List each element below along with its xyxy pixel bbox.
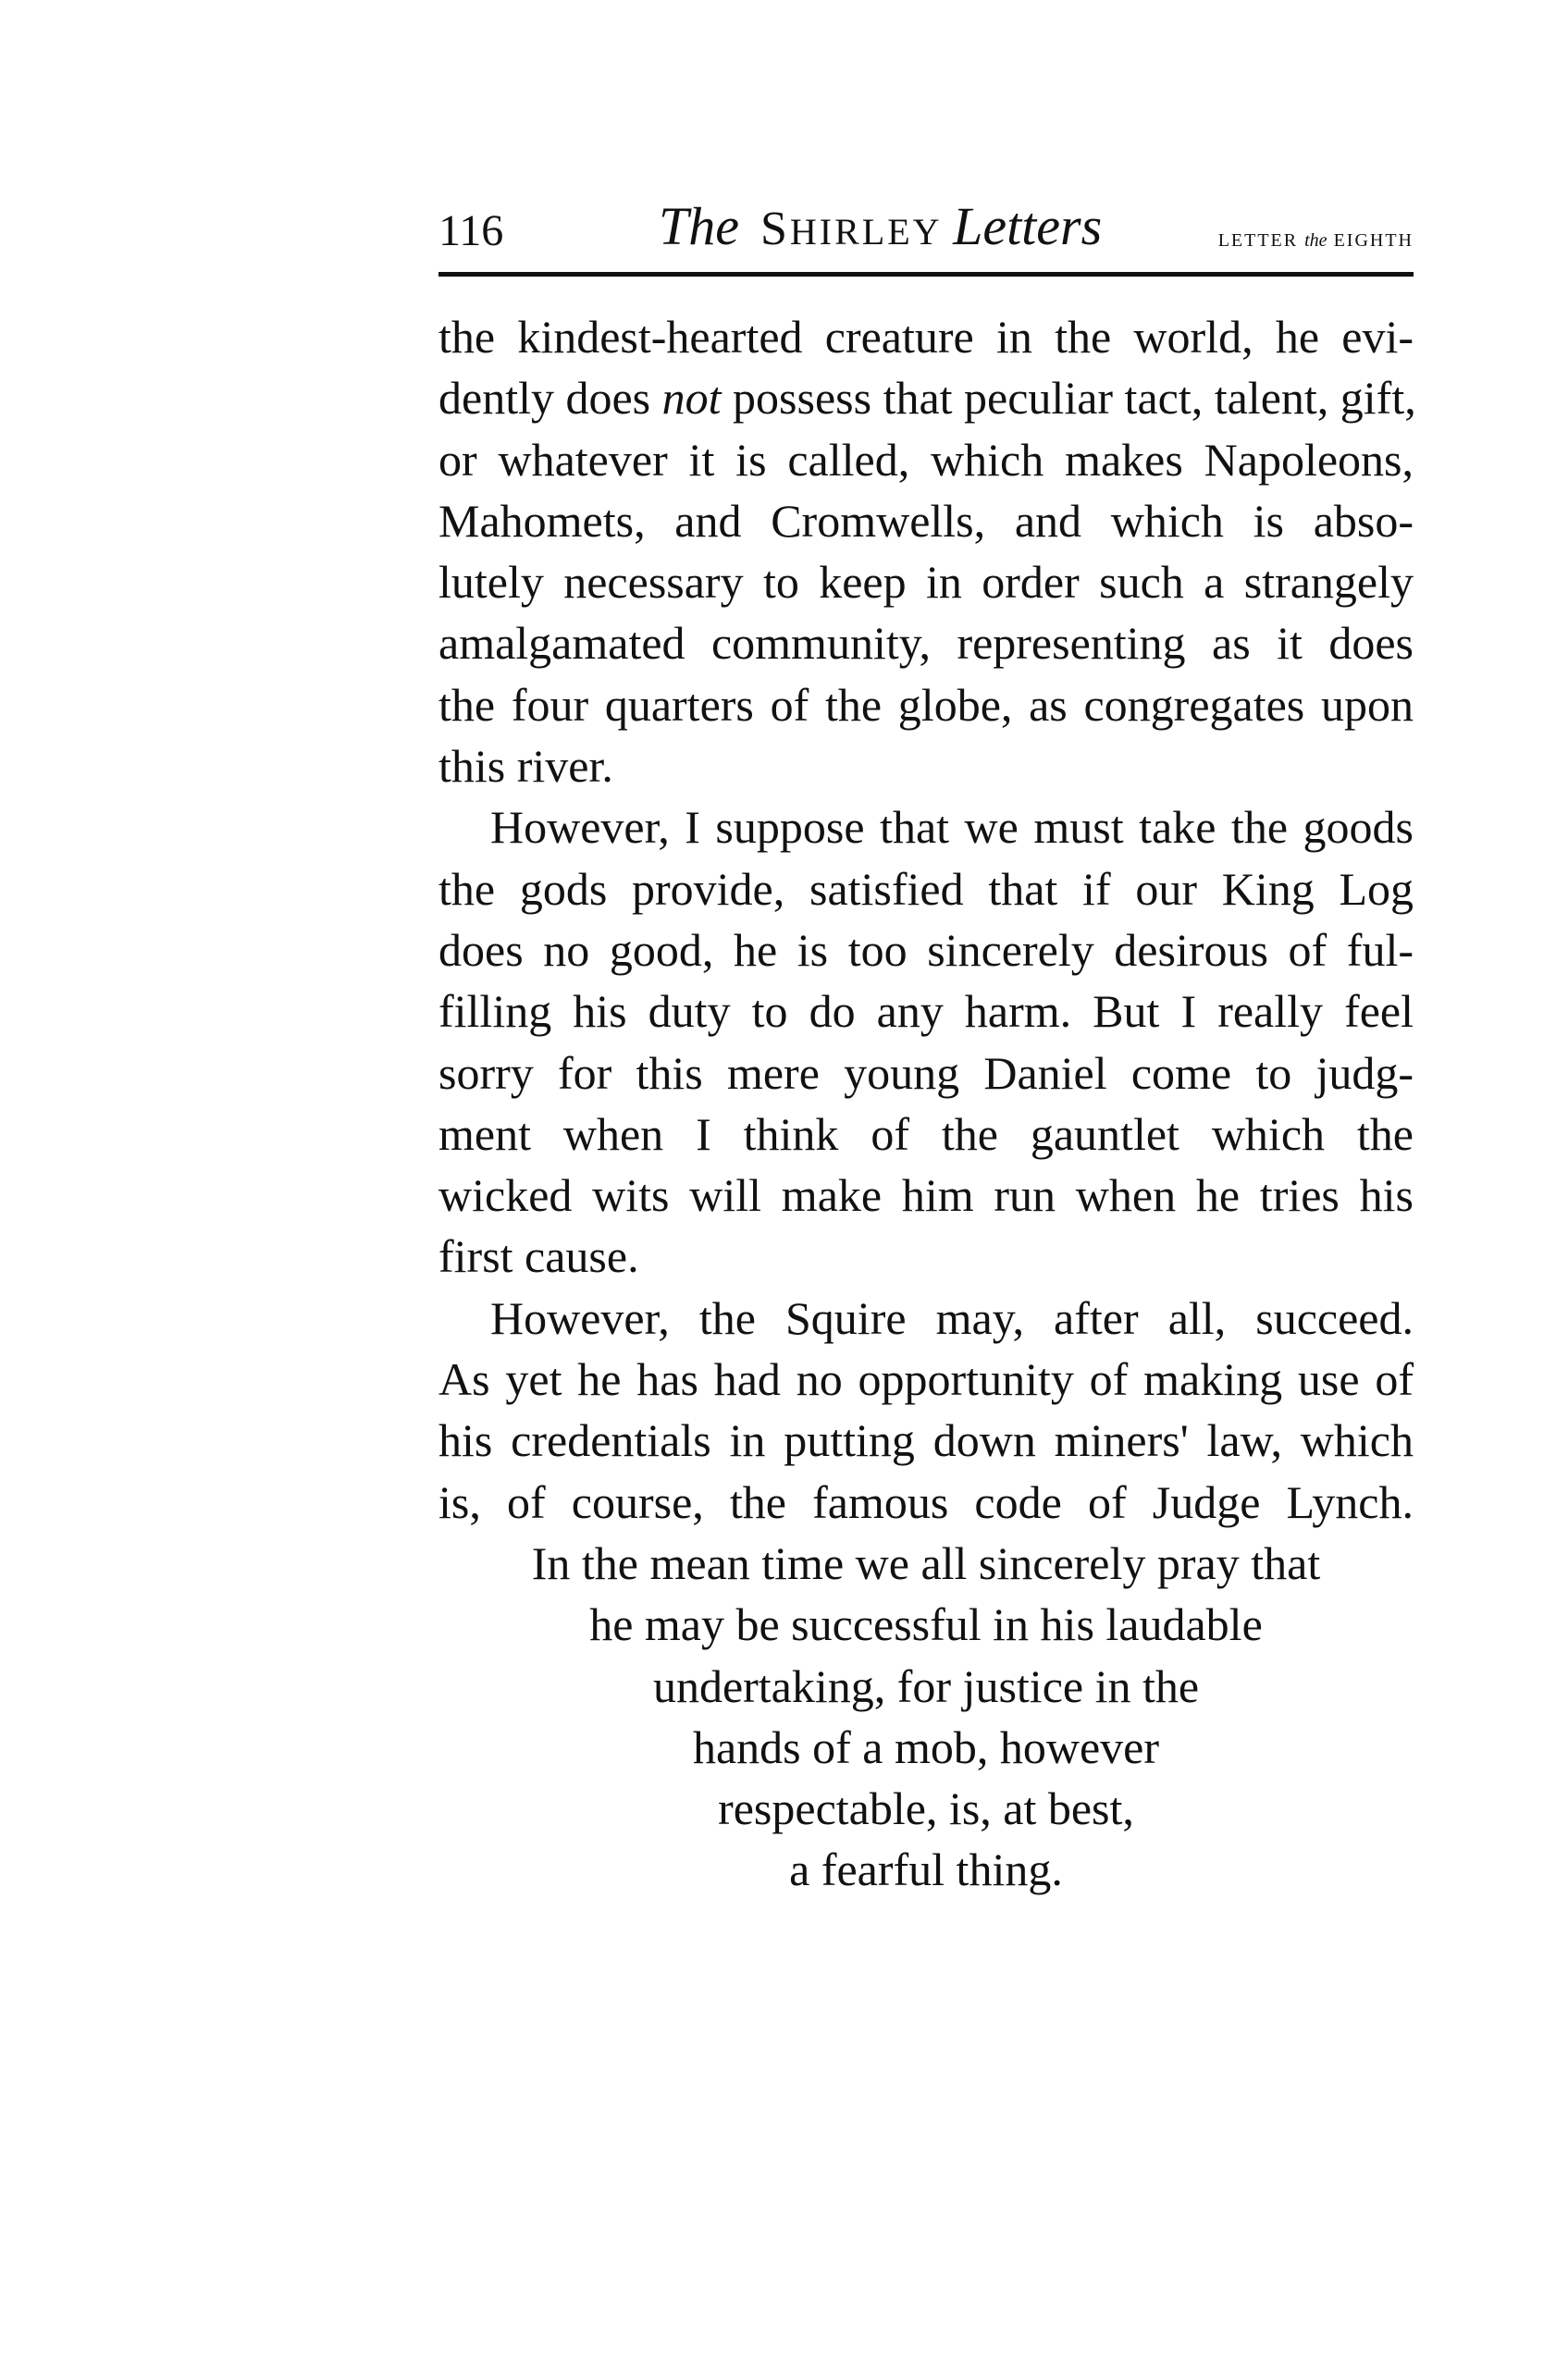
text-line: his credentials in putting down miners' law, which: [438, 1414, 1414, 1467]
page-body: [438, 306, 1414, 1901]
text-line: respectable, is, at best,: [718, 1782, 1134, 1835]
text-line: the four quarters of the globe, as congregates upon: [438, 678, 1414, 731]
text-line: is, of course, the famous code of Judge Lynch.: [438, 1475, 1414, 1528]
running-title-shirley: SHIRLEY: [760, 203, 943, 255]
paragraph-2: [438, 796, 1414, 1287]
text-line: the kindest-hearted creature in the world, he evi-: [438, 311, 1414, 363]
text-line: a fearful thing.: [789, 1844, 1063, 1896]
text-line: the gods provide, satisfied that if our King Log: [438, 862, 1414, 915]
text-line: hands of a mob, however: [692, 1720, 1160, 1773]
text-line: lutely necessary to keep in order such a strangely: [438, 556, 1414, 609]
text-line: sorry for this mere young Daniel come to judg-: [438, 1046, 1414, 1099]
letter-label: LETTER the EIGHTH: [1217, 230, 1414, 251]
running-head: [438, 194, 1414, 277]
text-line: amalgamated community, representing as it does: [438, 617, 1414, 670]
running-title-letters: Letters: [953, 196, 1103, 256]
paragraph-4-taper: [438, 1533, 1414, 1901]
header-rule: [438, 272, 1414, 277]
text-line: first cause.: [438, 1230, 639, 1283]
text-line: Mahomets, and Cromwells, and which is abso-: [438, 494, 1414, 547]
text-line: ment when I think of the gauntlet which the: [438, 1107, 1414, 1160]
paragraph-1: [438, 306, 1414, 796]
text-line: However, I suppose that we must take the goods: [490, 801, 1414, 854]
running-title: [659, 196, 1103, 256]
text-line: In the mean time we all sincerely pray that: [531, 1536, 1321, 1589]
italic-not: not: [661, 372, 722, 425]
page-number: 116: [438, 206, 504, 255]
text-line: undertaking, for justice in the: [652, 1659, 1200, 1712]
text-line: or whatever it is called, which makes Napoleons,: [438, 433, 1414, 486]
running-title-the: The: [659, 196, 739, 256]
text-line: he may be successful in his laudable: [589, 1598, 1263, 1651]
text-line: However, the Squire may, after all, succeed.: [490, 1291, 1414, 1344]
text-line: As yet he has had no opportunity of making use of: [438, 1353, 1414, 1406]
text-line: filling his duty to do any harm. But I really feel: [438, 985, 1414, 1038]
text-line: this river.: [438, 740, 613, 793]
text-line: dently does not possess that peculiar tact, talent, gift,: [438, 372, 1416, 425]
text-line: does no good, he is too sincerely desirous of ful-: [438, 923, 1414, 976]
text-line: wicked wits will make him run when he tries his: [438, 1169, 1414, 1222]
paragraph-3: [438, 1288, 1414, 1533]
